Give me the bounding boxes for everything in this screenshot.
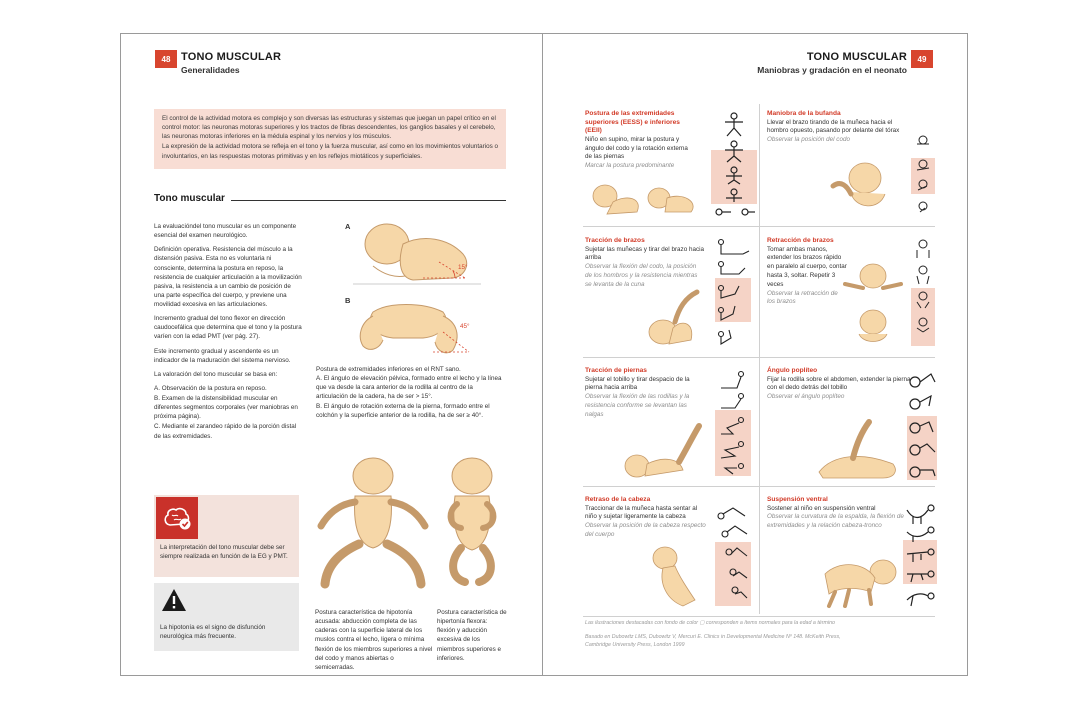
angle-label: 45° — [460, 323, 470, 330]
figure-caption — [316, 365, 506, 420]
scarf-grade-icons — [911, 134, 935, 220]
maneuver-instructions: Niño en supino, mirar la postura y ángulo del codo y la rotación externa de las piernas — [585, 135, 688, 161]
footnote: Las ilustraciones destacadas con fondo de color ▢ corresponden a ítems normales para la edad a término — [585, 620, 835, 626]
note-text: La interpretación del tono muscular debe ser siempre realizada en función de la EG y PMT. — [160, 544, 288, 561]
maneuver-title: Maniobra de la bufanda — [767, 110, 841, 117]
list-item: C. Mediante el zarandeo rápido de la porción distal de las extremidades. — [154, 423, 297, 440]
maneuver-title: Retraso de la cabeza — [585, 496, 651, 503]
row-divider — [583, 357, 935, 358]
list-item: B. Examen de la distensibilidad muscular en diferentes segmentos corporales (ver maniobras en próxima página). — [154, 395, 298, 421]
arm-recoil-baby-illustration — [839, 258, 905, 348]
page-title: TONO MUSCULAR — [806, 51, 907, 63]
note-text: La hipotonía es el signo de disfunción neurológica más frecuente. — [160, 624, 266, 641]
paragraph: Este incremento gradual y ascendente es un indicador de la maduración del sistema nervioso. — [154, 347, 291, 364]
maneuver-instructions: Traccionar de la muñeca hasta sentar al niño y sujetar ligeramente la cabeza — [585, 504, 698, 521]
maneuver-observation: Observar la posición de la cabeza respecto del cuerpo — [585, 522, 706, 538]
page-number: 49 — [911, 50, 933, 68]
maneuver-leg-traction — [585, 367, 705, 420]
warning-icon — [161, 588, 187, 617]
row-divider — [583, 486, 935, 487]
maneuver-ventral-suspension — [767, 496, 907, 531]
reference: Basado en Dubowitz LMS, Dubowitz V, Mercuri E. Clinics in Developmental Medicine Nº 148. McKeith Press, — [585, 634, 841, 640]
figure-b-label: B — [345, 296, 351, 305]
maneuver-instructions: Sujetar el tobillo y tirar despacio de la pierna hacia arriba — [585, 375, 690, 392]
row-divider — [583, 616, 935, 617]
arm-recoil-grade-icons — [911, 238, 935, 350]
text-column — [154, 222, 302, 442]
interpretation-note — [154, 495, 299, 577]
page-number: 48 — [155, 50, 177, 68]
brain-check-icon — [156, 497, 198, 539]
maneuver-title: Retracción de brazos — [767, 237, 834, 244]
paragraph: La valoración del tono muscular se basa en: — [154, 370, 278, 378]
maneuver-title: Tracción de piernas — [585, 367, 647, 374]
ventral-suspension-baby-illustration — [815, 548, 899, 610]
maneuver-arm-recoil — [767, 237, 847, 307]
leg-traction-baby-illustration — [623, 422, 713, 482]
assessment-list — [154, 384, 302, 441]
intro-paragraph: La expresión de la actividad motora se refleja en el tono y la fuerza muscular, así como en los movimientos voluntarios o involuntarios, en las respuestas motoras primitivas y en los reflejos miotáticos y superficiales. — [162, 143, 499, 160]
popliteal-baby-illustration — [813, 418, 903, 482]
maneuver-instructions: Llevar el brazo tirando de la muñeca hacia el hombro opuesto, pasando por delante del tórax — [767, 118, 900, 135]
maneuver-scarf — [767, 110, 907, 145]
maneuver-observation: Marcar la postura predominante — [585, 162, 675, 170]
maneuver-observation: Observar la retracción de los brazos — [767, 289, 838, 306]
head-lag-baby-illustration — [643, 544, 709, 614]
section-title: Tono muscular — [154, 193, 225, 204]
angle-label: 15° — [458, 264, 468, 271]
posture-grade-icons — [711, 110, 757, 218]
intro-paragraph: El control de la actividad motora es complejo y son diversas las estructuras y sistemas que juegan un papel crítico en el control motor: las neuronas motoras superiores y los tractos de fibras descendentes, los ganglios basales y el cerebelo, las neuronas motoras inferiores en la médula espinal y los nervios y los músculos. — [162, 115, 496, 141]
maneuver-instructions: Sujetar las muñecas y tirar del brazo hacia arriba — [585, 245, 704, 262]
left-page — [120, 33, 542, 676]
arm-traction-grade-icons — [715, 234, 755, 352]
hypertonia-baby-illustration — [437, 452, 507, 602]
head-lag-grade-icons — [715, 498, 755, 610]
right-page — [542, 33, 968, 676]
paragraph: La evaluacióndel tono muscular es un componente esencial del examen neurológico. — [154, 223, 297, 240]
intro-box — [154, 109, 506, 169]
maneuver-title: Suspensión ventral — [767, 496, 828, 503]
scarf-baby-illustration — [829, 158, 899, 218]
column-divider — [759, 104, 760, 614]
maneuver-observation: Observar la flexión de las rodillas y la resistencia conforme se levantan las nalgas — [585, 393, 690, 418]
page-subtitle: Generalidades — [181, 65, 240, 75]
maneuver-instructions: Fijar la rodilla sobre el abdomen, extender la pierna con el dedo detrás del tobillo — [767, 375, 911, 392]
maneuver-observation: Observar la flexión del codo, la posición de los hombros y la resistencia mientras se levanta de la cuna — [585, 263, 698, 288]
page-subtitle: Maniobras y gradación en el neonato — [757, 65, 907, 75]
caption-b: B. El ángulo de rotación externa de la pierna, formado entre el colchón y la superficie anterior de la rodilla, ha de ser ≥ 40°. — [316, 402, 490, 419]
paragraph: Definición operativa. Resistencia del músculo a la distensión pasiva. Esta no es voluntaria ni consciente, determina la postura en reposo, la resistencia de cualquier articulación a la movilización pasiva, la resistencia a un cambio de posición de una parte específica del cuerpo, y previene una movilidad excesiva en las articulaciones. — [154, 246, 302, 308]
maneuver-observation: Observar la curvatura de la espalda, la flexión de extremidades y la relación cabeza-tronco — [767, 513, 904, 530]
caption-intro: Postura de extremidades inferiores en el RNT sano. — [316, 366, 461, 373]
ventral-suspension-grade-icons — [903, 498, 937, 610]
maneuver-instructions: Sostener al niño en suspensión ventral — [767, 504, 876, 512]
maneuver-title: Postura de las extremidades superiores (EESS) e inferiores (EEII) — [585, 110, 680, 135]
hypertonia-caption: Postura característica de hipertonía flexora: flexión y aducción excesiva de los miembros superiores e inferiores. — [437, 609, 507, 662]
page-title: TONO MUSCULAR — [181, 51, 282, 63]
maneuver-arm-traction — [585, 237, 705, 290]
maneuver-observation: Observar el ángulo poplíteo — [767, 393, 845, 401]
maneuver-title: Ángulo poplíteo — [767, 367, 818, 374]
maneuver-observation: Observar la posición del codo — [767, 136, 850, 144]
hypotonia-note — [154, 583, 299, 651]
arm-traction-baby-illustration — [639, 288, 709, 352]
newborn-prone-illustration — [353, 214, 483, 294]
figure-a-label: A — [345, 222, 351, 231]
caption-a: A. El ángulo de elevación pélvica, formado entre el lecho y la línea que va desde la cara anterior de la rodilla al centro de la articulación de la cadera, ha de ser > 15°. — [316, 375, 502, 401]
maneuver-posture — [585, 110, 689, 171]
maneuver-popliteal-angle — [767, 367, 911, 402]
popliteal-grade-icons — [907, 372, 937, 482]
hypotonia-caption: Postura característica de hipotonía acusada: abducción completa de las caderas con la superficie lateral de los muslos contra el lecho, ligera o mínima flexión de los miembros superiores a nivel del codo y manos abiertas o semicerradas. — [315, 609, 433, 671]
hypotonia-baby-illustration — [313, 452, 433, 602]
posture-baby-illustration — [587, 176, 702, 218]
leg-traction-grade-icons — [715, 368, 755, 478]
paragraph: Incremento gradual del tono flexor en dirección caudocefálica que determina que el tono y la postura varíen con la edad PMT (ver pág. 27). — [154, 315, 302, 341]
maneuver-title: Tracción de brazos — [585, 237, 645, 244]
maneuver-instructions: Tomar ambas manos, extender los brazos rápido en paralelo al cuerpo, contar hasta 3, soltar. Repetir 3 veces — [767, 245, 847, 288]
section-heading — [154, 193, 506, 204]
reference: Cambridge University Press, London 1999 — [585, 642, 685, 648]
row-divider — [583, 226, 935, 227]
maneuver-head-lag — [585, 496, 709, 540]
list-item: A. Observación de la postura en reposo. — [154, 384, 267, 392]
